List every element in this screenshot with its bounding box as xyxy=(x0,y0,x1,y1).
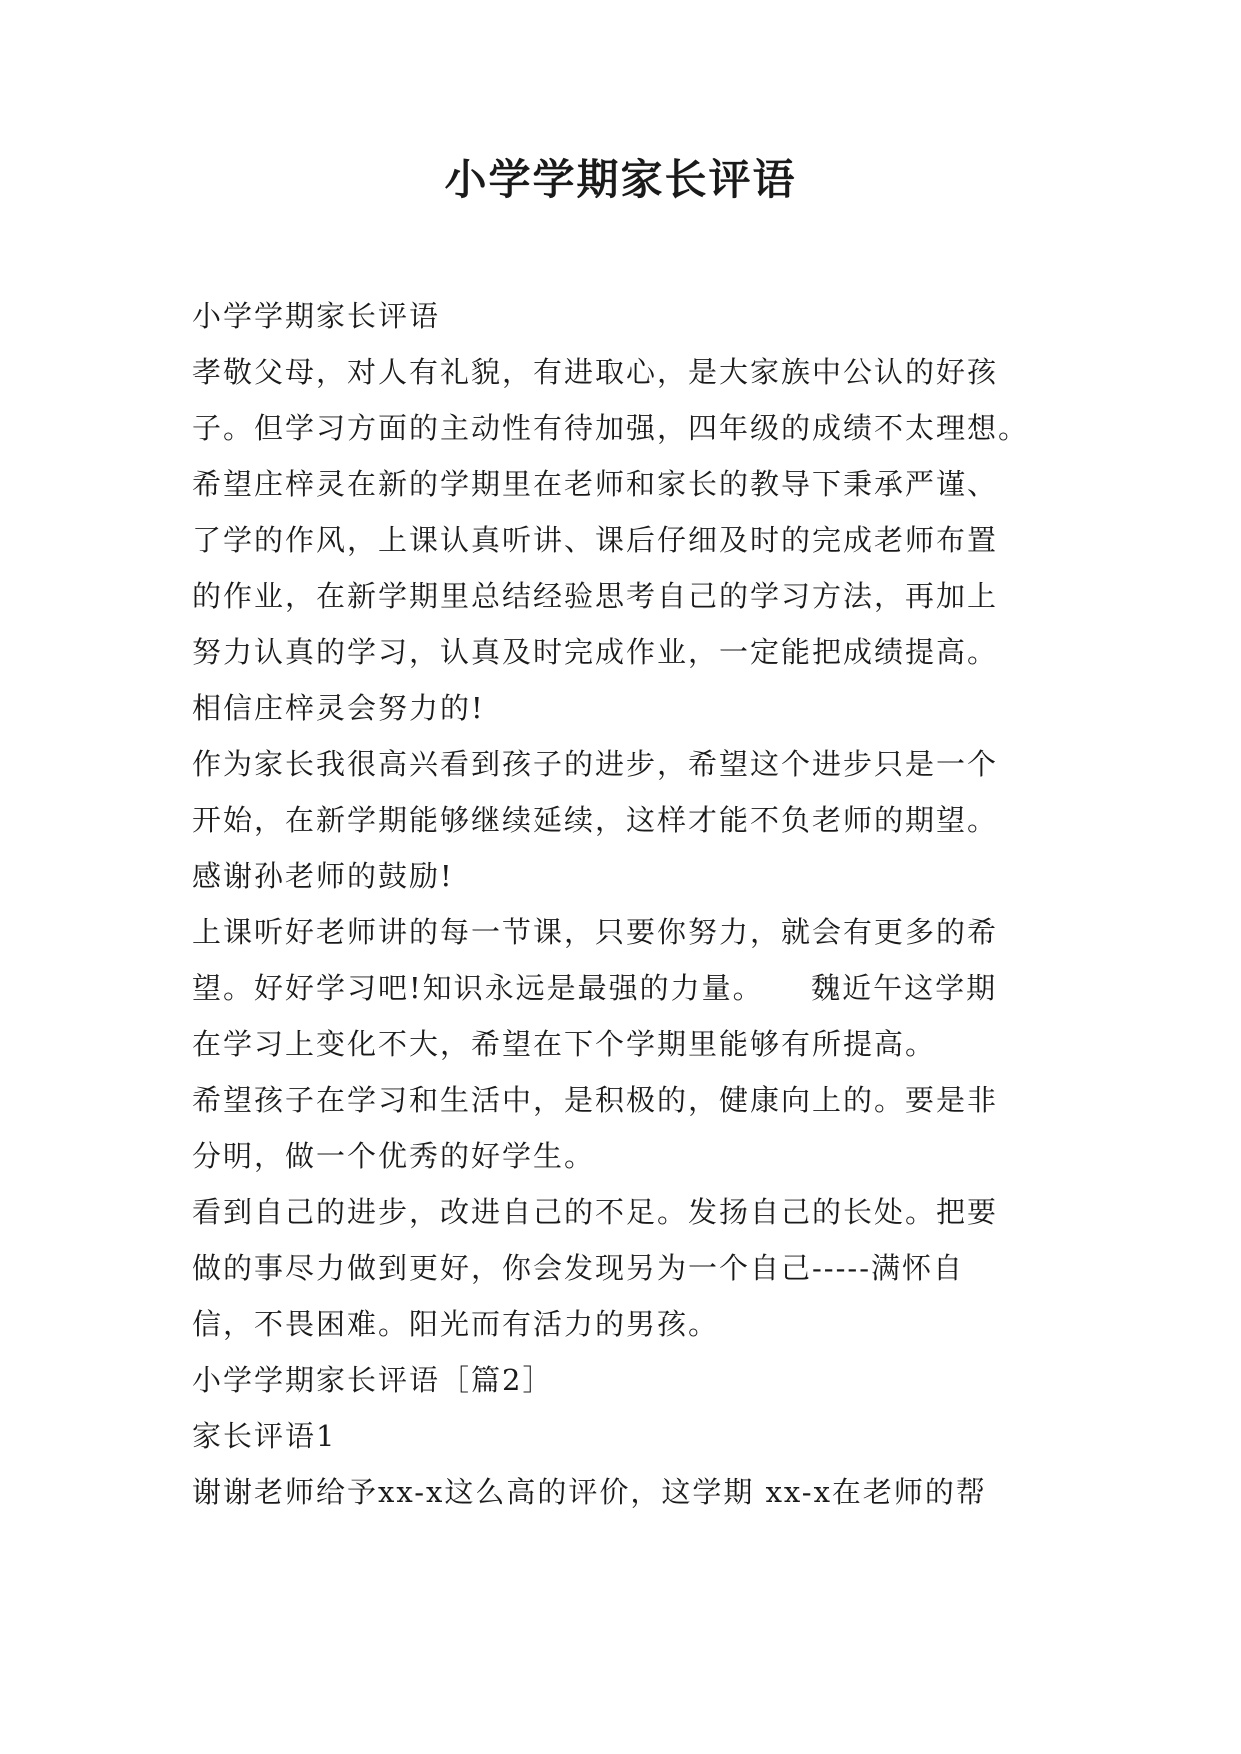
body-line: 上课听好老师讲的每一节课，只要你努力，就会有更多的希 xyxy=(192,915,999,949)
body-line: 孝敬父母，对人有礼貌，有进取心，是大家族中公认的好孩 xyxy=(192,355,999,389)
body-line: 相信庄梓灵会努力的! xyxy=(192,691,485,725)
body-line: 做的事尽力做到更好，你会发现另为一个自己-----满怀自 xyxy=(192,1251,964,1285)
body-line: 子。但学习方面的主动性有待加强，四年级的成绩不太理想。 xyxy=(192,411,1030,445)
body-line: 的作业，在新学期里总结经验思考自己的学习方法，再加上 xyxy=(192,579,999,613)
body-line: 谢谢老师给予xx-x这么高的评价，这学期 xx-x在老师的帮 xyxy=(192,1475,987,1509)
document-title: 小学学期家长评语 xyxy=(444,155,797,204)
body-line: 分明，做一个优秀的好学生。 xyxy=(192,1139,596,1173)
body-line: 开始，在新学期能够继续延续，这样才能不负老师的期望。 xyxy=(192,803,999,837)
document-body xyxy=(192,288,1072,1520)
section-heading: 小学学期家长评语［篇2］ xyxy=(192,1363,554,1397)
subsection-heading: 家长评语1 xyxy=(192,1419,337,1453)
body-line: 努力认真的学习，认真及时完成作业，一定能把成绩提高。 xyxy=(192,635,999,669)
body-line: 希望孩子在学习和生活中，是积极的，健康向上的。要是非 xyxy=(192,1083,999,1117)
body-line: 信，不畏困难。阳光而有活力的男孩。 xyxy=(192,1307,720,1341)
body-line: 看到自己的进步，改进自己的不足。发扬自己的长处。把要 xyxy=(192,1195,999,1229)
body-line: 作为家长我很高兴看到孩子的进步，希望这个进步只是一个 xyxy=(192,747,999,781)
body-line: 小学学期家长评语 xyxy=(192,299,441,333)
body-line: 了学的作风，上课认真听讲、课后仔细及时的完成老师布置 xyxy=(192,523,999,557)
body-line: 在学习上变化不大，希望在下个学期里能够有所提高。 xyxy=(192,1027,937,1061)
body-line: 望。好好学习吧!知识永远是最强的力量。 魏近午这学期 xyxy=(192,971,998,1005)
body-line: 希望庄梓灵在新的学期里在老师和家长的教导下秉承严谨、 xyxy=(192,467,999,501)
body-line: 感谢孙老师的鼓励! xyxy=(192,859,454,893)
